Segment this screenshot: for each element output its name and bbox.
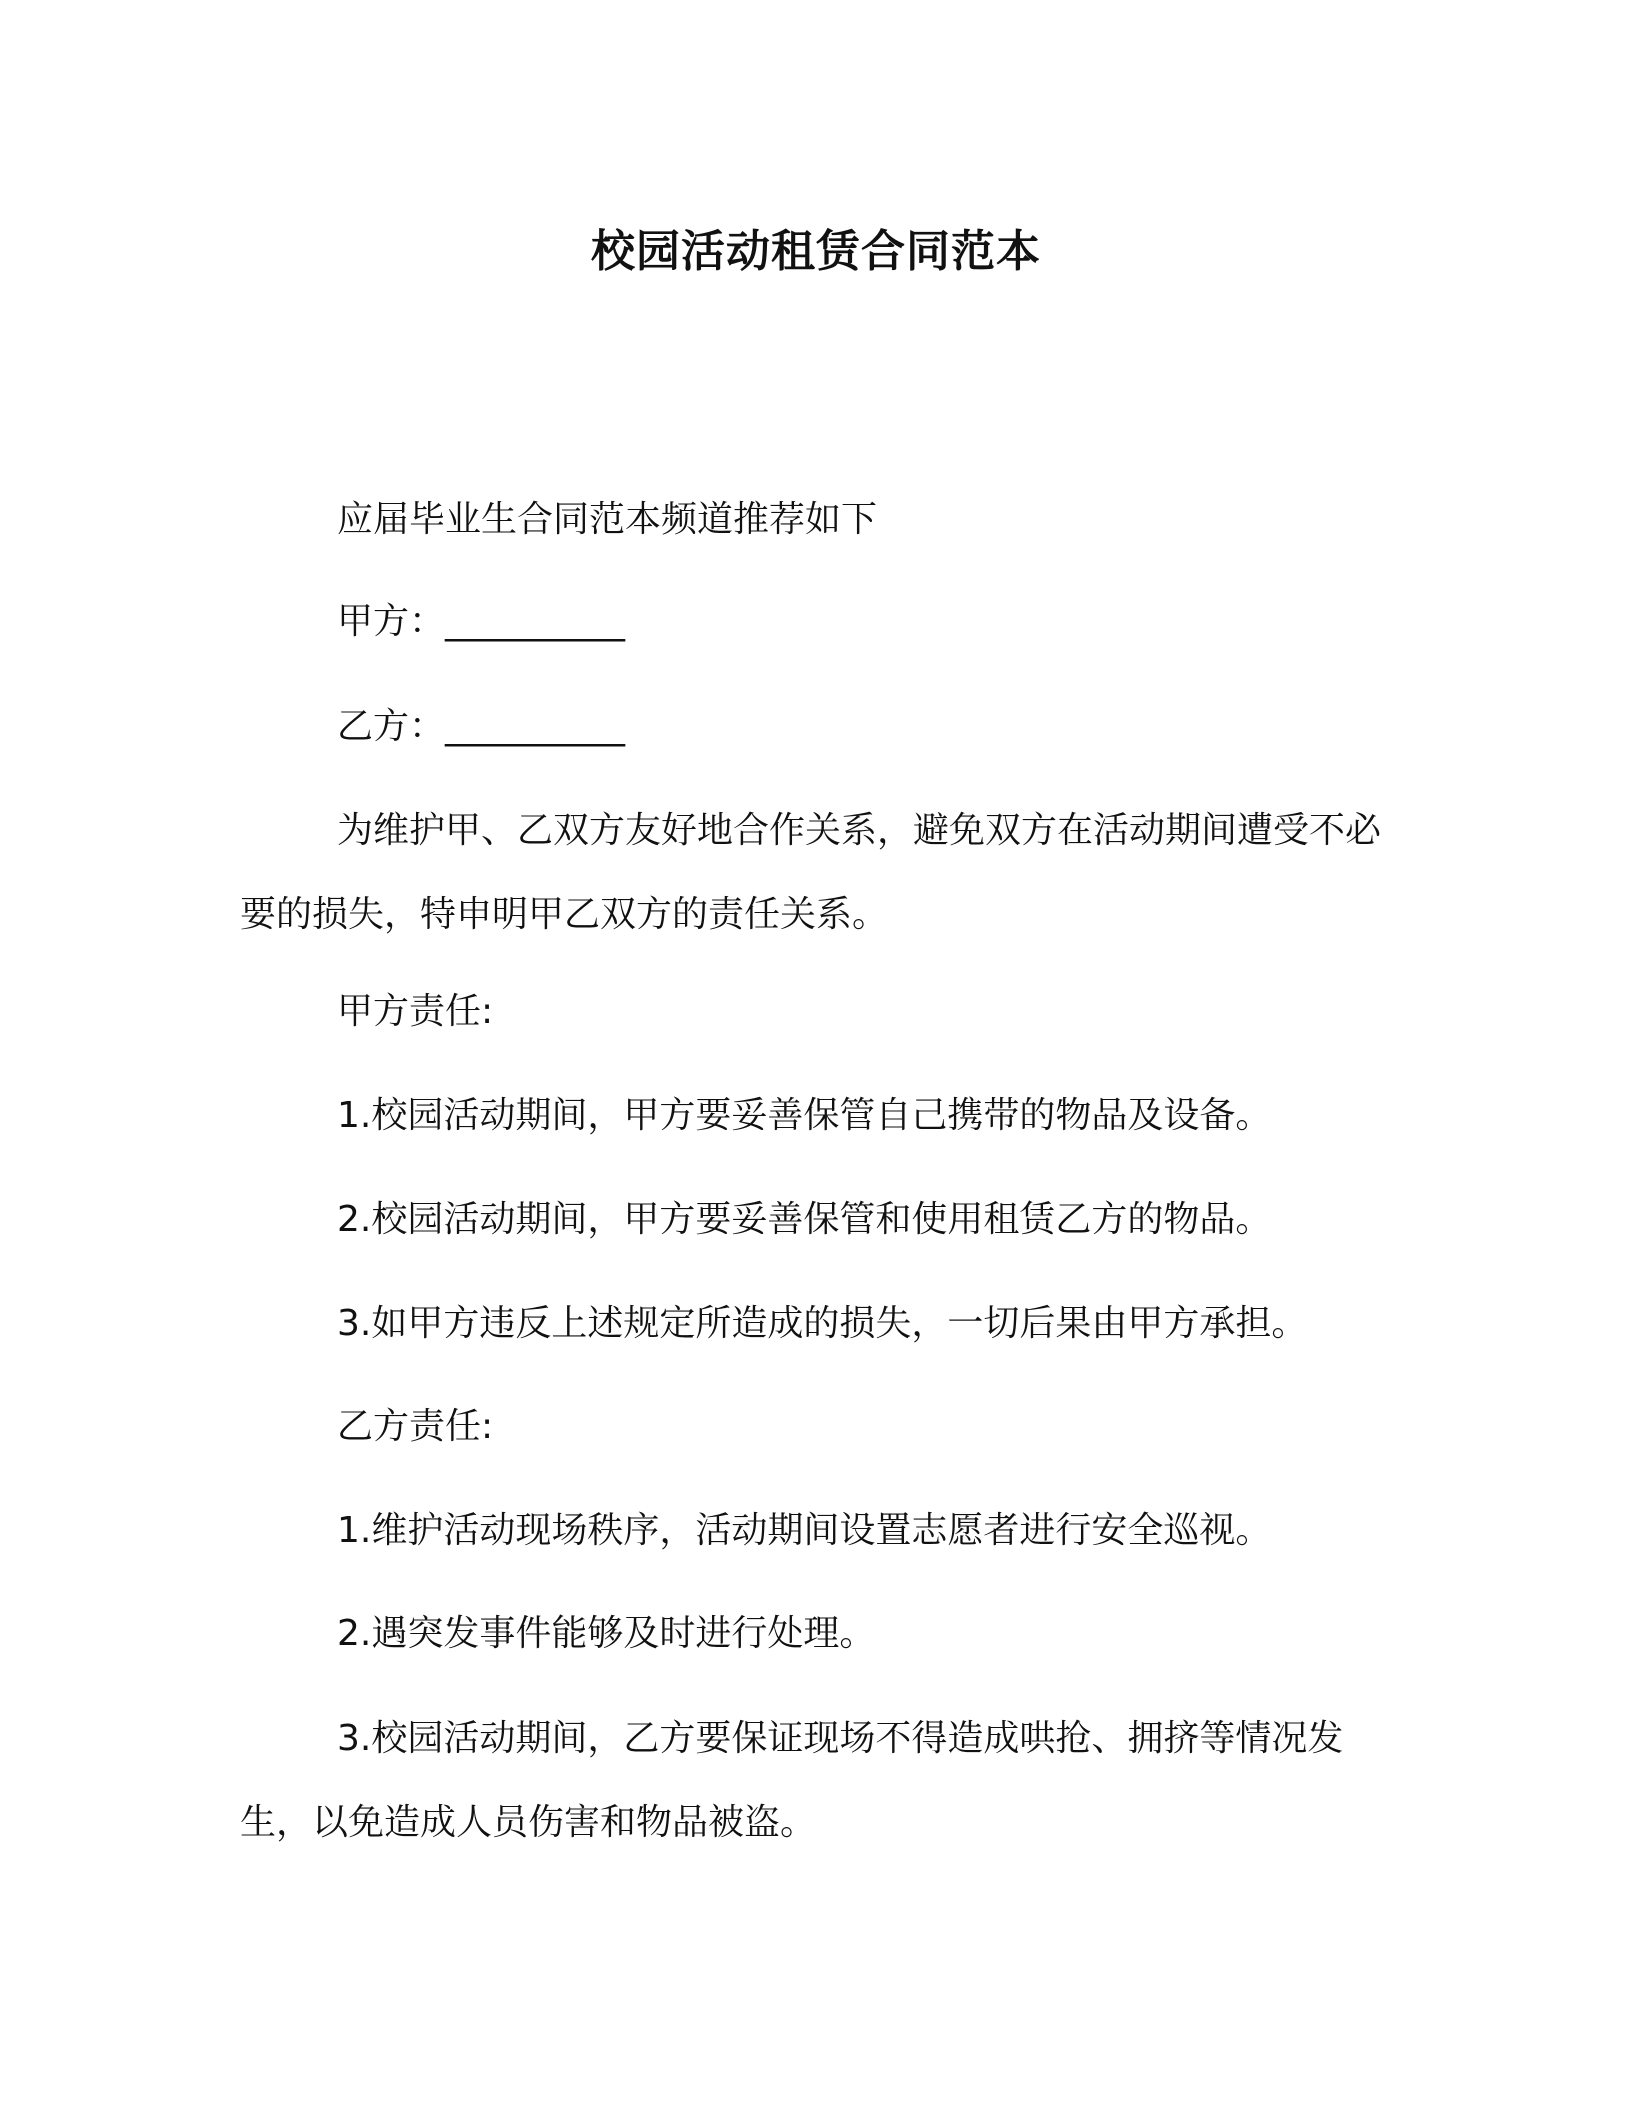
preamble-paragraph: 为维护甲、乙双方友好地合作关系，避免双方在活动期间遭受不必要的损失，特申明甲乙双方的责任关系。: [240, 810, 1382, 935]
party-a-line: 甲方：__________: [337, 601, 626, 642]
party-a-item-3: 3.如甲方违反上述规定所造成的损失，一切后果由甲方承担。: [337, 1303, 1308, 1344]
party-b-item-2: 2.遇突发事件能够及时进行处理。: [337, 1613, 876, 1654]
party-b-line: 乙方：__________: [337, 706, 626, 747]
party-b-item-3: 3.校园活动期间，乙方要保证现场不得造成哄抢、拥挤等情况发生，以免造成人员伤害和物品被盗。: [240, 1718, 1344, 1843]
party-b-heading: 乙方责任:: [337, 1406, 494, 1447]
party-a-item-1: 1.校园活动期间，甲方要妥善保管自己携带的物品及设备。: [337, 1095, 1272, 1136]
party-a-item-2: 2.校园活动期间，甲方要妥善保管和使用租赁乙方的物品。: [337, 1199, 1272, 1240]
party-b-item-1: 1.维护活动现场秩序，活动期间设置志愿者进行安全巡视。: [337, 1510, 1272, 1551]
party-a-heading: 甲方责任:: [337, 991, 494, 1032]
document-title: 校园活动租赁合同范本: [591, 226, 1041, 277]
intro-line: 应届毕业生合同范本频道推荐如下: [337, 499, 878, 540]
